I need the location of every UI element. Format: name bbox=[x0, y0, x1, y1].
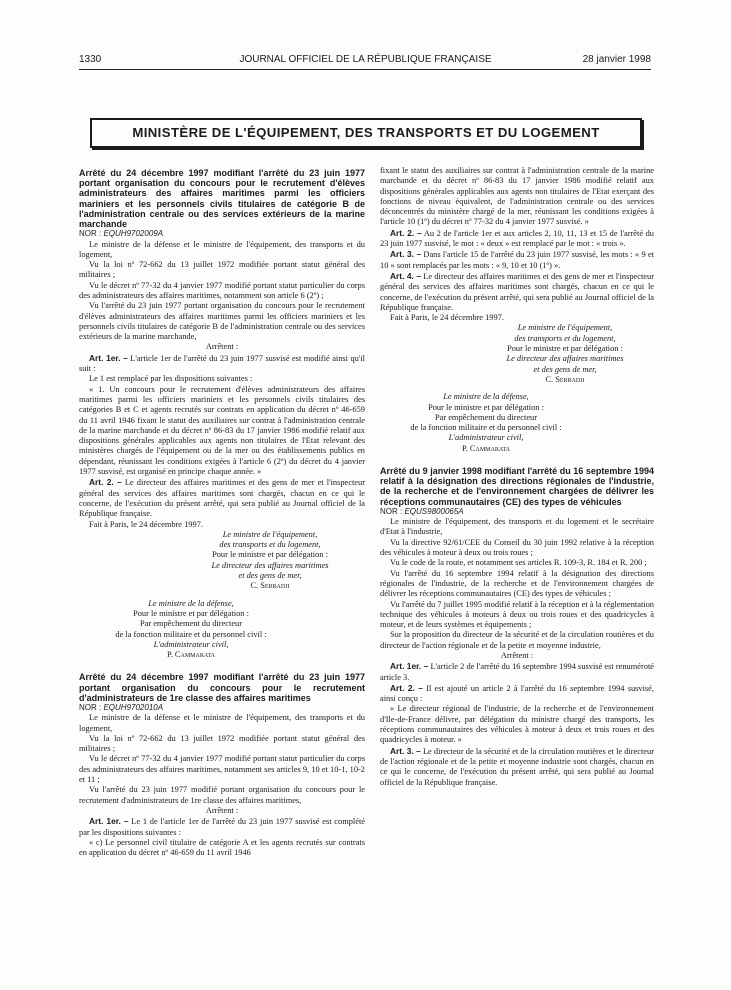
decree-2-visa: Vu l'arrêté du 23 juin 1977 modifié portant organisation du concours pour le recrutement d'administrateurs de 1re classe des affaires maritimes, bbox=[79, 785, 365, 805]
decree-1-article-1: Art. 1er. – L'article 1er de l'arrêté du 23 juin 1977 susvisé est modifié ainsi qu'il suit : bbox=[79, 352, 365, 374]
page-header bbox=[0, 54, 731, 70]
signature-line: et des gens de mer, bbox=[533, 364, 597, 374]
signature-line: Pour le ministre et par délégation : bbox=[428, 402, 544, 412]
decree-1-article-2: Art. 2. – Le directeur des affaires maritimes et des gens de mer et l'inspecteur général des services des affaires maritimes sont chargés, chacun en ce qui le concerne, de l'exécution du présent arrêté, qui sera publié au Journal officiel de la République française. bbox=[79, 477, 365, 519]
signature-line: Le ministre de la défense, bbox=[148, 598, 234, 608]
decree-3-nor: NOR : EQUS9800065A bbox=[380, 506, 464, 516]
decree-2-preamble: Le ministre de la défense et le ministre de l'équipement, des transports et du logement, bbox=[79, 713, 365, 733]
signature-line: Pour le ministre et par délégation : bbox=[212, 550, 328, 560]
signature-line: de la fonction militaire et du personnel civil : bbox=[410, 423, 562, 433]
ministry-banner bbox=[90, 118, 642, 148]
decree-2-article-3: Art. 3. – Dans l'article 15 de l'arrêté du 23 juin 1977 susvisé, les mots : « 9 et 10 » sont remplacés par les mots : « 9, 10 et 10 (1º) ». bbox=[380, 249, 654, 270]
decree-2-arretent: Arrêtent : bbox=[205, 805, 239, 815]
issue-date: 28 janvier 1998 bbox=[582, 54, 651, 65]
signature-line: des transports et du logement, bbox=[514, 333, 616, 343]
decree-1-preamble: Le ministre de la défense et le ministre de l'équipement, des transports et du logement, bbox=[79, 239, 365, 259]
decree-2-visa: Vu la loi nº 72-662 du 13 juillet 1972 modifiée portant statut général des militaires ; bbox=[79, 733, 365, 754]
decree-2-nor: NOR : EQUH9702010A bbox=[79, 703, 164, 712]
signatory-name: C. Serradji bbox=[250, 581, 290, 591]
decree-1-visa: Vu l'arrêté du 23 juin 1977 portant organisation du concours pour le recrutement d'élèves administrateurs des affaires maritimes parmi les officiers mariniers et les personnels civils titulaires de catégorie B de l'administration centrale ou des services extérieurs de la marine marchande, bbox=[79, 301, 365, 342]
signature-line: de la fonction militaire et du personnel civil : bbox=[115, 629, 267, 639]
decree-3-visa: Vu l'arrêté du 7 juillet 1995 modifié relatif à la réception et à la réglementation technique des véhicules à moteurs à deux ou trois roues et des quadricycles à moteur, et de leurs systèmes et équipements ; bbox=[380, 599, 654, 630]
decree-3-visa: Vu la directive 92/61/CEE du Conseil du 30 juin 1992 relative à la réception des véhicules à moteur à deux ou trois roues ; bbox=[380, 537, 654, 558]
signature-line: Le directeur des affaires maritimes bbox=[506, 354, 624, 364]
decree-1-nor: NOR : EQUH9702009A bbox=[79, 229, 164, 239]
decree-2-article-4: Art. 4. – Le directeur des affaires maritimes et des gens de mer et l'inspecteur général des services des affaires maritimes sont chargés, chacun en ce qui le concerne, de l'exécution du présent arrêté, qui sera publié au Journal officiel de la République française. bbox=[380, 270, 654, 312]
signature-line: Le directeur des affaires maritimes bbox=[211, 560, 329, 570]
signature-line: et des gens de mer, bbox=[238, 571, 302, 581]
decree-3-title: Arrêté du 9 janvier 1998 modifiant l'arrêté du 16 septembre 1994 relatif à la désignation des directions régionales de l'industrie, de la recherche et de l'environnement chargées de délivrer les réceptions communautaires (CE) des types de véhicules bbox=[380, 466, 654, 507]
decree-2-visa: Vu le décret nº 77-32 du 4 janvier 1977 modifié portant statut particulier du corps des administrateurs des affaires maritimes, notamment ses articles 9, 10 et 10-1, 10-2 et 11 ; bbox=[79, 754, 365, 785]
right-column bbox=[380, 166, 654, 788]
decree-1-paragraph: « 1. Un concours pour le recrutement d'élèves administrateurs des affaires maritimes parmi les officiers mariniers et les personnels civils titulaires des catégories B et C et agents recrutés sur contrats en application du décret nº 46-659 du 11 avril 1946 fixant le statut des auxiliaires sur contrat à l'administration centrale de la marine marchande et du décret nº 86-83 du 17 janvier 1986 modifié relatif aux dispositions générales applicables aux agents non titulaires de l'Etat relevant des ministères chargés de l'équipement ou de la mer ou des établissements publics en dépendant, réunissant les conditions exigées à l'article 6 (2º) du décret du 4 janvier 1977 susvisé, est organisé en principe chaque année. » bbox=[79, 384, 365, 477]
page-number: 1330 bbox=[79, 54, 102, 65]
decree-1-visa: Vu le décret nº 77-32 du 4 janvier 1977 modifié portant statut particulier du corps des administrateurs des affaires maritimes, notamment son article 6 (2º) ; bbox=[79, 280, 365, 300]
decree-3-article-3: Art. 3. – Le directeur de la sécurité et de la circulation routières et le directeur de l'action régionale et de la petite et moyenne industrie sont chargés, chacun en ce qui le concerne, de l'exécution du présent arrêté, qui sera publié au Journal officiel de la République française. bbox=[380, 745, 655, 787]
decree-3-preamble: Le ministre de l'équipement, des transports et du logement et le secrétaire d'Etat à l'industrie, bbox=[380, 517, 654, 537]
signature-line: L'administrateur civil, bbox=[448, 433, 524, 443]
decree-2-article-2: Art. 2. – Au 2 de l'article 1er et aux articles 2, 10, 11, 13 et 15 de l'arrêté du 23 juin 1977 susvisé, le mot : « deux » est remplacé par le mot : « trois ». bbox=[380, 227, 654, 249]
decree-2-paragraph: « c) Le personnel civil titulaire de catégorie A et les agents recrutés sur contrats en application du décret nº 46-659 du 11 avril 1946 bbox=[79, 837, 365, 858]
header-rule bbox=[79, 69, 651, 70]
signatory-name: P. Cammarata bbox=[461, 443, 511, 453]
decree-3-visa: Vu le code de la route, et notamment ses articles R. 109-3, R. 184 et R. 200 ; bbox=[390, 558, 647, 568]
decree-3-visa: Vu l'arrêté du 16 septembre 1994 relatif à la désignation des directions régionales de l'industrie, de la recherche et de l'environnement chargées de délivrer les réceptions communautaires (CE) des types de véhicules ; bbox=[380, 568, 654, 599]
signature-line: Le ministre de l'équipement, bbox=[222, 529, 318, 539]
decree-3-paragraph: « Le directeur régional de l'industrie, de la recherche et de l'environnement d'Ile-de-France délivre, par délégation du ministre chargé des transports, les réceptions communautaires des véhicules à moteur à deux et trois roues et des quadricycles à moteur. » bbox=[380, 704, 654, 745]
decree-3-proposal: Sur la proposition du directeur de la sécurité et de la circulation routières et du directeur de l'action régionale et de la petite et moyenne industrie, bbox=[380, 630, 654, 650]
signature-line: Pour le ministre et par délégation : bbox=[133, 608, 249, 618]
signature-line: Par empêchement du directeur bbox=[139, 619, 243, 629]
signature-line: Le ministre de la défense, bbox=[443, 392, 529, 402]
decree-1-title: Arrêté du 24 décembre 1997 modifiant l'arrêté du 23 juin 1977 portant organisation du concours pour le recrutement d'élèves administrateurs des affaires maritimes parmi les officiers mariniers et les personnels civils titulaires de catégorie B de l'administration centrale ou des services extérieurs de la marine marchande bbox=[79, 168, 365, 230]
decree-2-continuation: fixant le statut des auxiliaires sur contrat à l'administration centrale de la marine marchande et du décret nº 86-83 du 17 janvier 1986 modifié relatif aux dispositions générales applicables aux agents non titulaires de l'Etat exerçant des fonctions de niveau équivalent, de l'administration centrale ou des services déconcentrés du ministère chargé de la mer, réunissant les conditions exigées à l'article 10 (1º) du décret nº 77-32 du 4 janvier 1977 susvisé. » bbox=[380, 166, 654, 227]
decree-2-fait: Fait à Paris, le 24 décembre 1997. bbox=[390, 313, 504, 323]
signature-line: Par empêchement du directeur bbox=[434, 412, 538, 422]
decree-1-fait: Fait à Paris, le 24 décembre 1997. bbox=[89, 519, 203, 529]
left-column bbox=[79, 168, 365, 858]
decree-3-article-1: Art. 1er. – L'article 2 de l'arrêté du 16 septembre 1994 susvisé est renuméroté article 3. bbox=[380, 661, 654, 682]
decree-1-visa: Vu la loi nº 72-662 du 13 juillet 1972 modifiée portant statut général des militaires ; bbox=[79, 260, 365, 280]
signature-line: L'administrateur civil, bbox=[153, 639, 229, 649]
decree-3-article-2: Art. 2. – Il est ajouté un article 2 à l'arrêté du 16 septembre 1994 susvisé, ainsi conçu : bbox=[380, 682, 654, 704]
journal-title: JOURNAL OFFICIEL DE LA RÉPUBLIQUE FRANÇAISE bbox=[239, 54, 492, 65]
signatory-name: P. Cammarata bbox=[166, 650, 216, 660]
decree-3-arretent: Arrêtent : bbox=[500, 650, 534, 660]
decree-1-paragraph: Le 1 est remplacé par les dispositions suivantes : bbox=[89, 374, 253, 384]
decree-2-title: Arrêté du 24 décembre 1997 modifiant l'arrêté du 23 juin 1977 portant organisation du concours pour le recrutement d'administrateurs de 1re classe des affaires maritimes bbox=[79, 672, 365, 703]
signature-line: des transports et du logement, bbox=[219, 540, 321, 550]
ministry-title: MINISTÈRE DE L'ÉQUIPEMENT, DES TRANSPORTS ET DU LOGEMENT bbox=[132, 125, 600, 140]
decree-2-article-1: Art. 1er. – Le 1 de l'article 1er de l'arrêté du 23 juin 1977 susvisé est complété par les dispositions suivantes : bbox=[79, 816, 365, 837]
signature-line: Le ministre de l'équipement, bbox=[517, 323, 613, 333]
decree-1-arretent: Arrêtent : bbox=[205, 342, 239, 352]
signatory-name: C. Serradji bbox=[545, 374, 585, 384]
signature-line: Pour le ministre et par délégation : bbox=[507, 344, 623, 354]
